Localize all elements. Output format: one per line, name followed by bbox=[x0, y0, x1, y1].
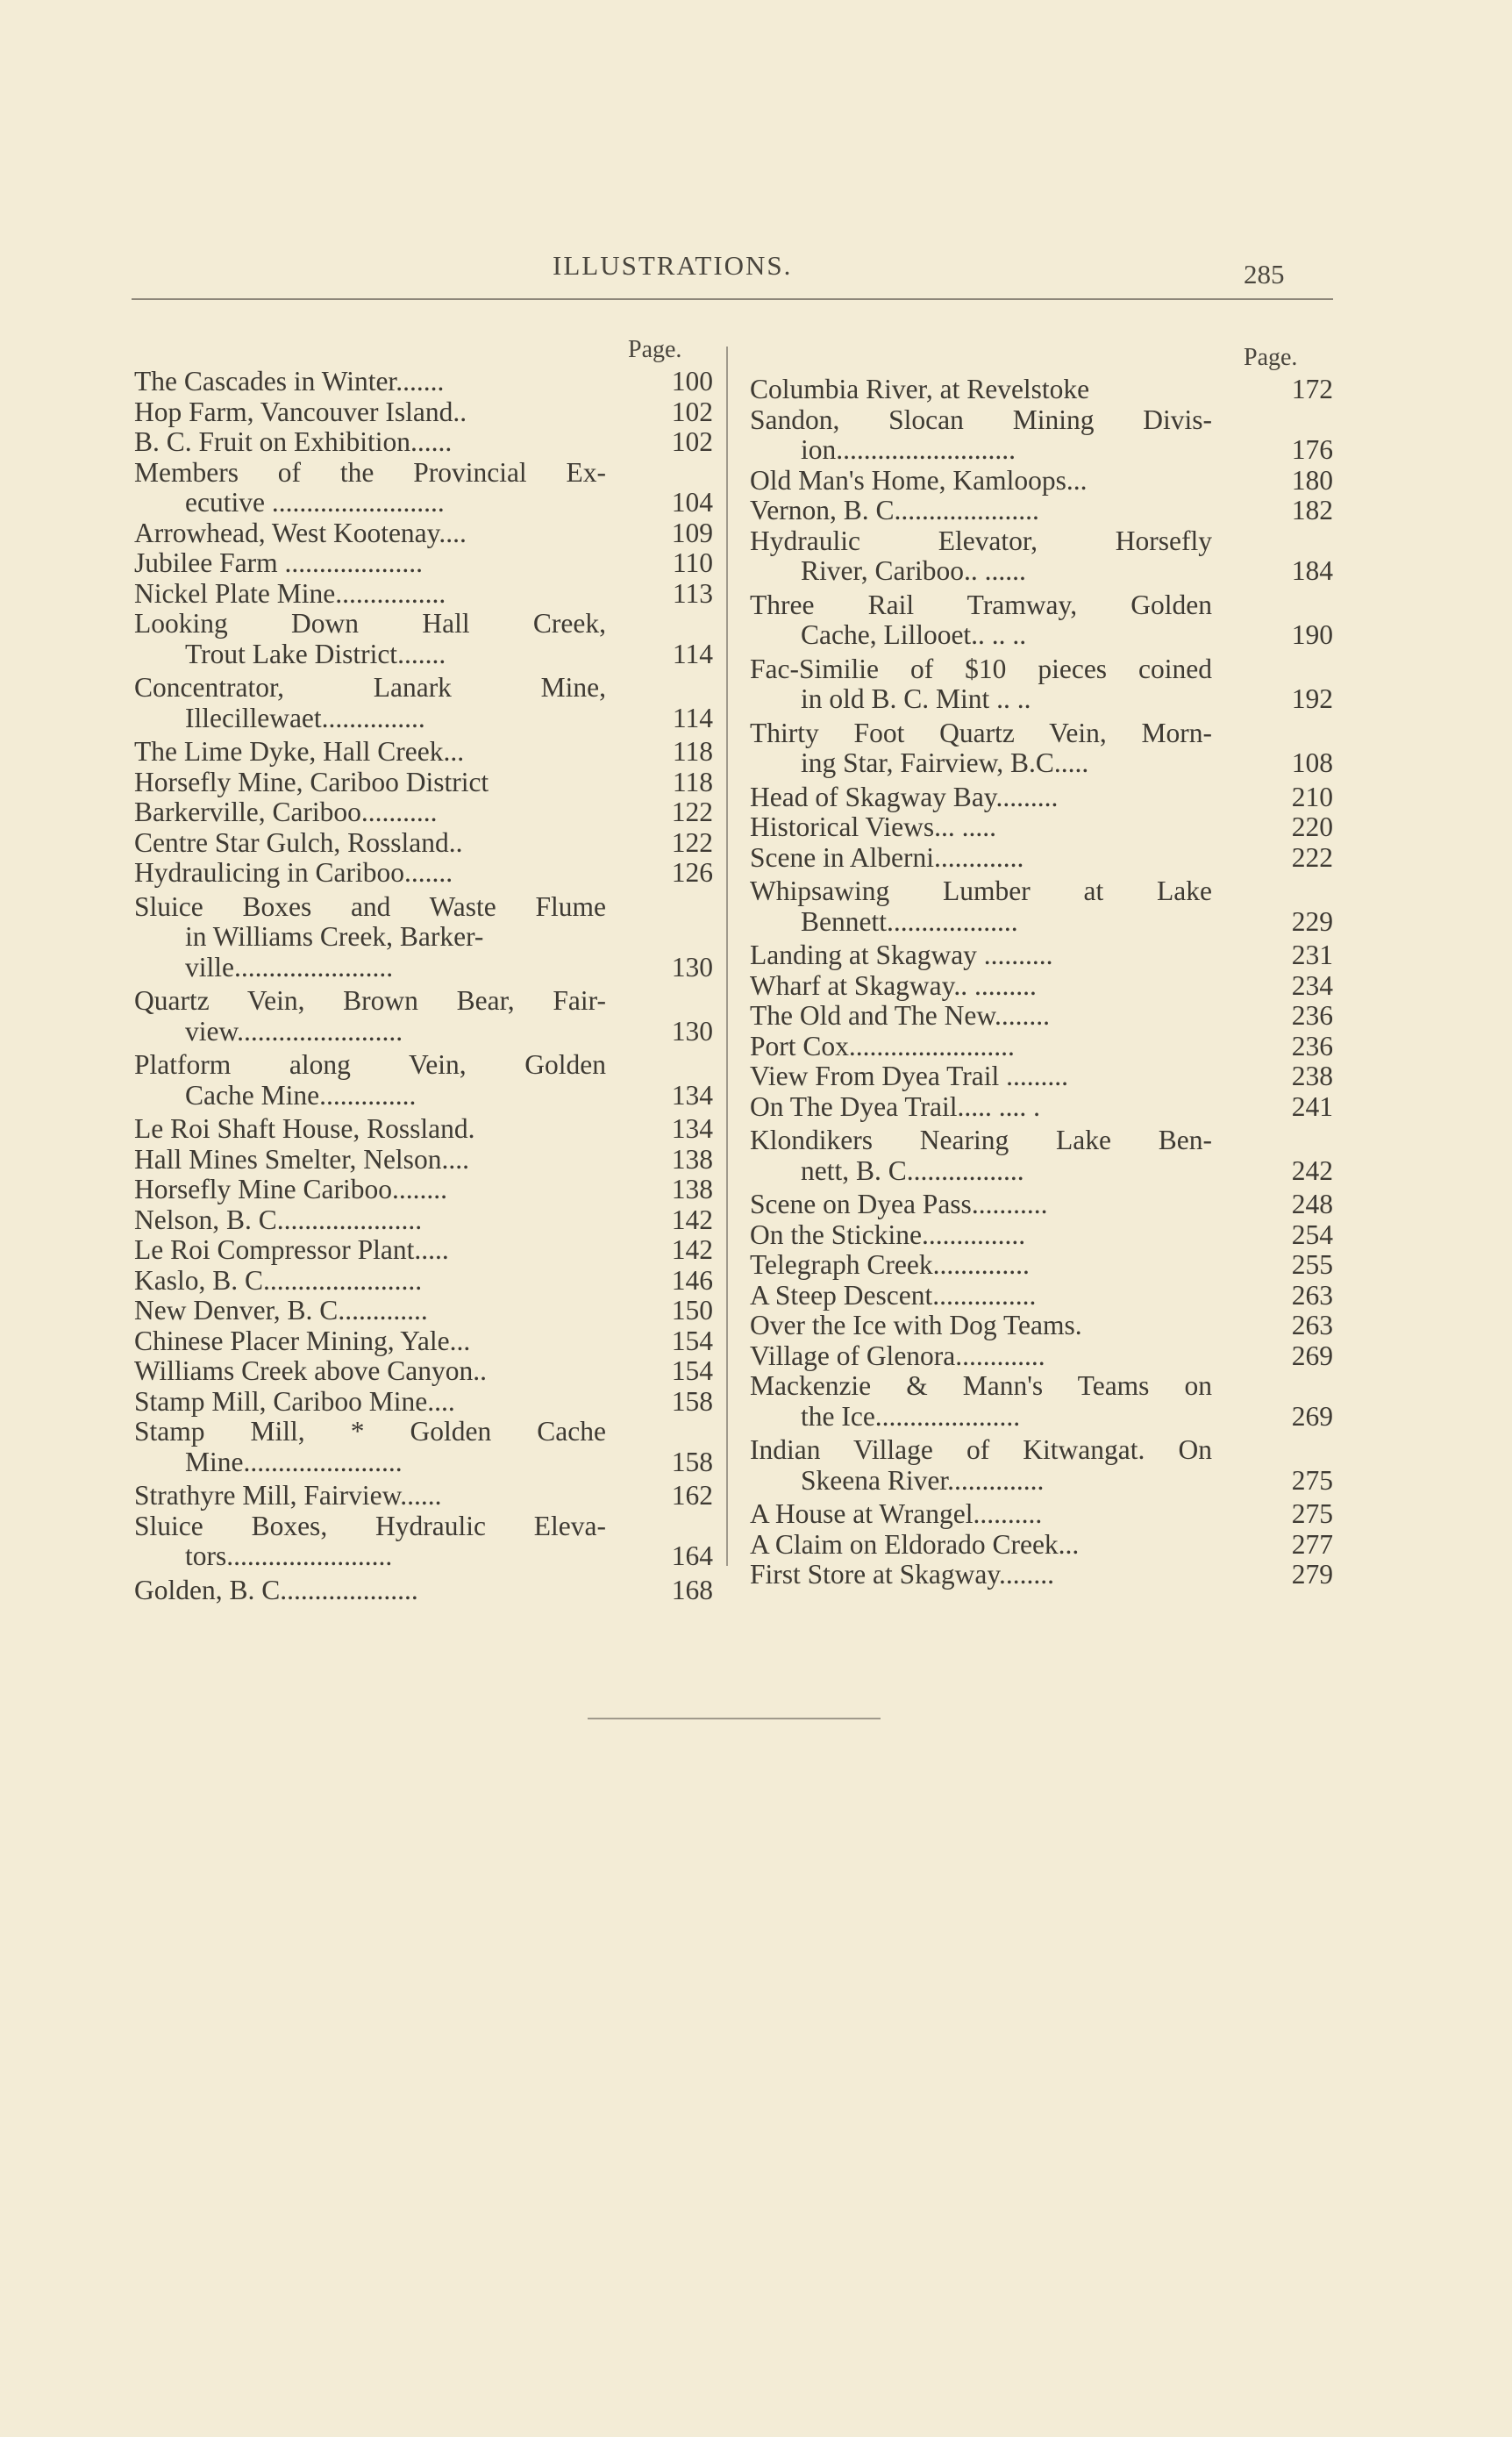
entry-title bbox=[134, 1576, 606, 1606]
entry-title bbox=[134, 892, 606, 983]
list-item bbox=[750, 783, 1333, 813]
entry-page-number: 182 bbox=[1291, 495, 1333, 525]
entry-title bbox=[134, 1481, 606, 1512]
entry-page-number: 277 bbox=[1291, 1528, 1333, 1560]
entry-line: The Lime Dyke, Hall Creek... bbox=[134, 736, 465, 767]
entry-title bbox=[134, 1387, 606, 1418]
entry-line: First Store at Skagway........ bbox=[750, 1559, 1055, 1590]
entry-title bbox=[134, 737, 606, 768]
entry-page-number: 275 bbox=[1291, 1498, 1333, 1529]
entry-line: Trout Lake District....... bbox=[185, 638, 446, 669]
entry-page-number: 109 bbox=[671, 517, 713, 548]
entry-title bbox=[750, 496, 1228, 526]
running-head-title: ILLUSTRATIONS. bbox=[553, 250, 793, 281]
entry-page-number: 241 bbox=[1291, 1090, 1333, 1122]
entry-line: ion.......................... bbox=[801, 434, 1016, 465]
entry-page-number: 236 bbox=[1291, 1000, 1333, 1031]
entry-title bbox=[134, 579, 606, 610]
entry-title bbox=[750, 1061, 1228, 1092]
list-item bbox=[134, 768, 713, 798]
entry-page-number: 102 bbox=[671, 396, 713, 427]
entry-line: Arrowhead, West Kootenay.... bbox=[134, 517, 467, 548]
entry-line: ing Star, Fairview, B.C..... bbox=[801, 747, 1089, 778]
entry-title bbox=[134, 609, 606, 669]
list-item bbox=[750, 1032, 1333, 1062]
list-item bbox=[750, 1126, 1333, 1186]
entry-title bbox=[134, 858, 606, 889]
entry-line: Sandon, Slocan Mining Divis- bbox=[750, 404, 1212, 435]
entry-line: Over the Ice with Dog Teams. bbox=[750, 1310, 1082, 1340]
list-item bbox=[134, 892, 713, 983]
entry-line: Stamp Mill, * Golden Cache bbox=[134, 1416, 606, 1447]
entry-line: Nickel Plate Mine................ bbox=[134, 577, 446, 609]
list-item bbox=[134, 828, 713, 859]
entry-page-number: 150 bbox=[671, 1295, 713, 1326]
list-item bbox=[750, 1190, 1333, 1220]
entry-page-number: 263 bbox=[1291, 1279, 1333, 1311]
list-item bbox=[750, 843, 1333, 874]
list-item bbox=[750, 1220, 1333, 1251]
entry-line: Chinese Placer Mining, Yale... bbox=[134, 1325, 471, 1356]
list-item bbox=[134, 1387, 713, 1418]
entry-page-number: 142 bbox=[671, 1234, 713, 1265]
entry-line: Old Man's Home, Kamloops... bbox=[750, 464, 1088, 496]
entry-title bbox=[750, 1341, 1228, 1372]
entry-line: Golden, B. C.................... bbox=[134, 1574, 418, 1605]
entry-title bbox=[750, 940, 1228, 971]
entry-line: Landing at Skagway .......... bbox=[750, 940, 1053, 970]
entry-page-number: 164 bbox=[671, 1540, 713, 1571]
entry-page-number: 104 bbox=[671, 487, 713, 518]
list-item bbox=[134, 518, 713, 549]
list-item bbox=[134, 1481, 713, 1512]
entry-line: Horsefly Mine, Cariboo District bbox=[134, 766, 489, 797]
entry-line: New Denver, B. C............. bbox=[134, 1295, 428, 1326]
list-item bbox=[134, 609, 713, 669]
entry-page-number: 134 bbox=[671, 1113, 713, 1144]
list-item bbox=[134, 858, 713, 889]
list-item bbox=[750, 1061, 1333, 1092]
list-item bbox=[134, 1512, 713, 1572]
entry-line: Mine....................... bbox=[185, 1446, 403, 1477]
entry-page-number: 242 bbox=[1291, 1154, 1333, 1186]
entry-line: in old B. C. Mint .. .. bbox=[801, 683, 1031, 714]
entry-page-number: 192 bbox=[1291, 683, 1333, 714]
list-item bbox=[750, 590, 1333, 651]
entry-line: On The Dyea Trail..... .... . bbox=[750, 1090, 1041, 1122]
entry-title bbox=[134, 1296, 606, 1326]
entry-page-number: 154 bbox=[671, 1355, 713, 1386]
entry-page-number: 269 bbox=[1291, 1340, 1333, 1371]
entry-line: Columbia River, at Revelstoke bbox=[750, 374, 1090, 404]
entry-line: Quartz Vein, Brown Bear, Fair- bbox=[134, 985, 606, 1016]
entry-line: River, Cariboo.. ...... bbox=[801, 555, 1026, 586]
list-item bbox=[750, 812, 1333, 843]
page-number: 285 bbox=[1244, 259, 1285, 289]
entry-title bbox=[134, 1205, 606, 1236]
entry-title bbox=[134, 397, 606, 428]
entry-page-number: 263 bbox=[1291, 1310, 1333, 1340]
entry-title bbox=[750, 1250, 1228, 1281]
entry-page-number: 184 bbox=[1291, 555, 1333, 586]
list-item bbox=[134, 1175, 713, 1205]
entry-line: Sluice Boxes, Hydraulic Eleva- bbox=[134, 1510, 606, 1541]
entry-line: tors........................ bbox=[185, 1540, 393, 1571]
entry-line: Village of Glenora............. bbox=[750, 1340, 1045, 1371]
list-item bbox=[134, 1576, 713, 1606]
list-item bbox=[134, 986, 713, 1047]
entry-page-number: 102 bbox=[671, 426, 713, 457]
entry-line: Le Roi Compressor Plant..... bbox=[134, 1234, 449, 1265]
entry-title bbox=[134, 797, 606, 828]
entry-title bbox=[750, 1530, 1228, 1561]
list-item bbox=[750, 496, 1333, 526]
list-item bbox=[750, 1499, 1333, 1530]
entry-page-number: 113 bbox=[672, 577, 713, 609]
entry-page-number: 222 bbox=[1291, 841, 1333, 873]
list-item bbox=[750, 1560, 1333, 1590]
entry-line: Hop Farm, Vancouver Island.. bbox=[134, 396, 467, 427]
bottom-rule bbox=[588, 1718, 881, 1719]
list-item bbox=[134, 548, 713, 579]
entry-page-number: 158 bbox=[671, 1446, 713, 1477]
list-item bbox=[134, 1235, 713, 1266]
entry-title bbox=[750, 783, 1228, 813]
entry-page-number: 100 bbox=[671, 366, 713, 397]
list-item bbox=[134, 1356, 713, 1387]
list-item bbox=[750, 1435, 1333, 1496]
list-item bbox=[750, 654, 1333, 715]
entry-line: Concentrator, Lanark Mine, bbox=[134, 672, 606, 703]
entry-page-number: 275 bbox=[1291, 1464, 1333, 1496]
entry-line: Stamp Mill, Cariboo Mine.... bbox=[134, 1385, 455, 1417]
list-item bbox=[750, 718, 1333, 779]
list-item bbox=[750, 1250, 1333, 1281]
entry-line: Wharf at Skagway.. ......... bbox=[750, 969, 1037, 1001]
entry-line: Bennett................... bbox=[801, 905, 1018, 937]
entry-title bbox=[134, 518, 606, 549]
entry-page-number: 220 bbox=[1291, 811, 1333, 842]
entry-line: View From Dyea Trail ......... bbox=[750, 1061, 1068, 1091]
entry-line: Scene in Alberni............. bbox=[750, 841, 1024, 873]
entry-line: A Steep Descent............... bbox=[750, 1279, 1037, 1311]
entry-line: Looking Down Hall Creek, bbox=[134, 608, 606, 639]
list-item bbox=[750, 1530, 1333, 1561]
entry-title bbox=[750, 1126, 1228, 1186]
entry-line: Sluice Boxes and Waste Flume bbox=[134, 890, 606, 922]
list-item bbox=[750, 1281, 1333, 1311]
entry-page-number: 236 bbox=[1291, 1030, 1333, 1061]
entry-line: ville....................... bbox=[185, 951, 394, 983]
left-illustration-list bbox=[134, 367, 713, 1605]
entry-line: Cache, Lillooet.. .. .. bbox=[801, 619, 1027, 650]
entry-page-number: 231 bbox=[1291, 940, 1333, 970]
entry-line: Jubilee Farm .................... bbox=[134, 547, 423, 578]
list-item bbox=[750, 971, 1333, 1002]
entry-line: in Williams Creek, Barker- bbox=[185, 921, 484, 952]
entry-page-number: 146 bbox=[671, 1264, 713, 1296]
entry-title bbox=[750, 590, 1228, 651]
list-item bbox=[750, 1341, 1333, 1372]
entry-page-number: 110 bbox=[672, 547, 713, 578]
list-item bbox=[134, 737, 713, 768]
entry-line: Illecillewaet............... bbox=[185, 702, 425, 733]
entry-line: Three Rail Tramway, Golden bbox=[750, 589, 1212, 620]
entry-line: Nelson, B. C..................... bbox=[134, 1204, 423, 1235]
list-item bbox=[134, 1266, 713, 1297]
entry-page-number: 248 bbox=[1291, 1189, 1333, 1219]
list-item bbox=[134, 1417, 713, 1477]
entry-line: A House at Wrangel.......... bbox=[750, 1498, 1043, 1529]
entry-line: Vernon, B. C..................... bbox=[750, 495, 1039, 525]
entry-page-number: 238 bbox=[1291, 1061, 1333, 1091]
entry-page-number: 142 bbox=[671, 1204, 713, 1235]
entry-line: Whipsawing Lumber at Lake bbox=[750, 875, 1212, 906]
entry-title bbox=[134, 1266, 606, 1297]
entry-page-number: 190 bbox=[1291, 619, 1333, 650]
entry-page-number: 122 bbox=[671, 826, 713, 858]
entry-line: Hall Mines Smelter, Nelson.... bbox=[134, 1143, 469, 1175]
entry-line: ecutive ......................... bbox=[185, 487, 445, 518]
list-item bbox=[750, 466, 1333, 497]
entry-title bbox=[750, 876, 1228, 937]
entry-page-number: 234 bbox=[1291, 969, 1333, 1001]
entry-page-number: 254 bbox=[1291, 1218, 1333, 1250]
right-page-heading: Page. bbox=[1244, 344, 1298, 371]
entry-page-number: 114 bbox=[672, 702, 713, 733]
entry-page-number: 180 bbox=[1291, 464, 1333, 496]
entry-line: Strathyre Mill, Fairview...... bbox=[134, 1480, 442, 1511]
entry-page-number: 130 bbox=[671, 1015, 713, 1047]
entry-title bbox=[750, 1001, 1228, 1032]
entry-title bbox=[134, 1512, 606, 1572]
entry-title bbox=[750, 1311, 1228, 1341]
list-item bbox=[750, 526, 1333, 587]
entry-title bbox=[750, 1560, 1228, 1590]
entry-title bbox=[750, 375, 1228, 405]
list-item bbox=[134, 1296, 713, 1326]
entry-line: The Old and The New........ bbox=[750, 1000, 1051, 1031]
entry-page-number: 279 bbox=[1291, 1559, 1333, 1590]
entry-line: Indian Village of Kitwangat. On bbox=[750, 1434, 1212, 1465]
entry-title bbox=[750, 466, 1228, 497]
entry-title bbox=[750, 1281, 1228, 1311]
entry-title bbox=[750, 526, 1228, 587]
entry-page-number: 118 bbox=[672, 766, 713, 797]
entry-title bbox=[134, 1326, 606, 1357]
entry-page-number: 114 bbox=[672, 638, 713, 669]
entry-title bbox=[750, 843, 1228, 874]
list-item bbox=[750, 405, 1333, 466]
entry-line: Centre Star Gulch, Rossland.. bbox=[134, 826, 463, 858]
entry-title bbox=[134, 1175, 606, 1205]
entry-title bbox=[134, 673, 606, 733]
list-item bbox=[134, 1145, 713, 1176]
entry-line: On the Stickine............... bbox=[750, 1218, 1026, 1250]
entry-line: Telegraph Creek.............. bbox=[750, 1249, 1030, 1280]
entry-title bbox=[750, 812, 1228, 843]
entry-page-number: 134 bbox=[671, 1079, 713, 1111]
list-item bbox=[134, 1114, 713, 1145]
entry-line: Platform along Vein, Golden bbox=[134, 1049, 606, 1080]
list-item bbox=[134, 367, 713, 397]
entry-line: Port Cox........................ bbox=[750, 1030, 1015, 1061]
left-page-heading: Page. bbox=[628, 336, 682, 363]
list-item bbox=[134, 673, 713, 733]
list-item bbox=[750, 1092, 1333, 1123]
list-item bbox=[134, 1205, 713, 1236]
right-illustration-list bbox=[750, 375, 1333, 1590]
entry-page-number: 255 bbox=[1291, 1249, 1333, 1280]
list-item bbox=[750, 940, 1333, 971]
entry-title bbox=[134, 458, 606, 518]
entry-page-number: 172 bbox=[1291, 374, 1333, 404]
entry-page-number: 130 bbox=[671, 951, 713, 983]
entry-title bbox=[134, 427, 606, 458]
entry-line: Williams Creek above Canyon.. bbox=[134, 1355, 488, 1386]
entry-line: Hydraulicing in Cariboo....... bbox=[134, 857, 453, 888]
entry-title bbox=[750, 1371, 1228, 1432]
entry-page-number: 126 bbox=[671, 857, 713, 888]
list-item bbox=[134, 1326, 713, 1357]
entry-page-number: 158 bbox=[671, 1385, 713, 1417]
list-item bbox=[134, 397, 713, 428]
entry-page-number: 118 bbox=[672, 736, 713, 767]
entry-line: Members of the Provincial Ex- bbox=[134, 456, 606, 488]
entry-line: Kaslo, B. C....................... bbox=[134, 1264, 423, 1296]
entry-line: Skeena River.............. bbox=[801, 1464, 1045, 1496]
entry-title bbox=[134, 1050, 606, 1111]
entry-title bbox=[134, 1145, 606, 1176]
entry-title bbox=[134, 1356, 606, 1387]
entry-page-number: 138 bbox=[671, 1143, 713, 1175]
entry-line: the Ice..................... bbox=[801, 1400, 1021, 1432]
entry-line: Horsefly Mine Cariboo........ bbox=[134, 1174, 447, 1204]
entry-page-number: 138 bbox=[671, 1174, 713, 1204]
entry-line: Scene on Dyea Pass........... bbox=[750, 1189, 1048, 1219]
entry-title bbox=[750, 654, 1228, 715]
entry-page-number: 168 bbox=[671, 1574, 713, 1605]
entry-page-number: 229 bbox=[1291, 905, 1333, 937]
entry-title bbox=[750, 971, 1228, 1002]
entry-page-number: 122 bbox=[671, 797, 713, 827]
entry-line: Hydraulic Elevator, Horsefly bbox=[750, 525, 1212, 556]
entry-title bbox=[750, 1092, 1228, 1123]
entry-line: Cache Mine.............. bbox=[185, 1079, 417, 1111]
entry-title bbox=[134, 986, 606, 1047]
list-item bbox=[134, 797, 713, 828]
list-item bbox=[134, 458, 713, 518]
entry-line: Head of Skagway Bay......... bbox=[750, 781, 1059, 812]
entry-line: Thirty Foot Quartz Vein, Morn- bbox=[750, 717, 1212, 748]
entry-page-number: 269 bbox=[1291, 1400, 1333, 1432]
entry-line: view........................ bbox=[185, 1015, 403, 1047]
entry-line: nett, B. C................. bbox=[801, 1154, 1024, 1186]
list-item bbox=[134, 427, 713, 458]
entry-title bbox=[750, 405, 1228, 466]
list-item bbox=[750, 1001, 1333, 1032]
entry-title bbox=[750, 1190, 1228, 1220]
list-item bbox=[134, 1050, 713, 1111]
column-divider bbox=[726, 347, 728, 1566]
entry-page-number: 162 bbox=[671, 1480, 713, 1511]
entry-title bbox=[750, 1499, 1228, 1530]
entry-title bbox=[134, 367, 606, 397]
entry-line: Fac-Similie of $10 pieces coined bbox=[750, 653, 1212, 684]
entry-title bbox=[134, 548, 606, 579]
list-item bbox=[750, 876, 1333, 937]
entry-page-number: 154 bbox=[671, 1325, 713, 1356]
entry-title bbox=[134, 768, 606, 798]
entry-line: Barkerville, Cariboo........... bbox=[134, 797, 438, 827]
entry-title bbox=[750, 718, 1228, 779]
entry-title bbox=[134, 1235, 606, 1266]
entry-page-number: 176 bbox=[1291, 434, 1333, 465]
entry-line: B. C. Fruit on Exhibition...... bbox=[134, 426, 453, 457]
entry-line: Klondikers Nearing Lake Ben- bbox=[750, 1125, 1212, 1155]
entry-title bbox=[750, 1435, 1228, 1496]
entry-line: Le Roi Shaft House, Rossland. bbox=[134, 1113, 475, 1144]
entry-page-number: 210 bbox=[1291, 781, 1333, 812]
entry-line: Historical Views... ..... bbox=[750, 811, 996, 842]
list-item bbox=[750, 1311, 1333, 1341]
entry-title bbox=[750, 1032, 1228, 1062]
entry-line: A Claim on Eldorado Creek... bbox=[750, 1528, 1080, 1560]
list-item bbox=[750, 1371, 1333, 1432]
list-item bbox=[134, 579, 713, 610]
entry-page-number: 108 bbox=[1291, 747, 1333, 778]
entry-title bbox=[750, 1220, 1228, 1251]
entry-line: The Cascades in Winter....... bbox=[134, 366, 445, 397]
entry-title bbox=[134, 1417, 606, 1477]
entry-line: Mackenzie & Mann's Teams on bbox=[750, 1370, 1212, 1401]
list-item bbox=[750, 375, 1333, 405]
entry-title bbox=[134, 1114, 606, 1145]
entry-title bbox=[134, 828, 606, 859]
header-rule bbox=[132, 298, 1333, 300]
